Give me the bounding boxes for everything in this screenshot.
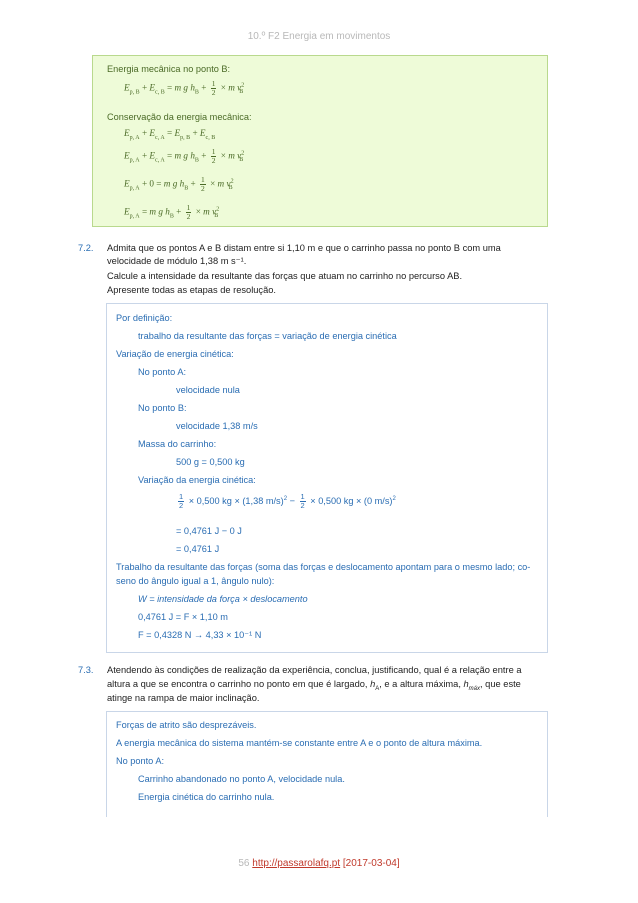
question-7-3-line-1: Atendendo às condições de realização da experiência, conclua, justificando, qual é a relação entre a: [107, 665, 522, 675]
q73-line2-g: , que este: [480, 679, 521, 689]
box2-line: velocidade nula: [176, 385, 240, 395]
box3-line: A energia mecânica do sistema mantém-se constante entre A e o ponto de altura máxima.: [116, 738, 483, 748]
box1-eq-em-b: $E_{p, B} + E_{c, B} = m$ g $h_B$ + $\frac{1}{2}$ × m $v^2_B$: [124, 79, 245, 97]
q73-sub-a: A: [375, 685, 380, 692]
q73-sub-max: máx: [468, 685, 481, 692]
box2-line: trabalho da resultante das forças = variação de energia cinética: [138, 331, 397, 341]
box3-line: Carrinho abandonado no ponto A, velocidade nula.: [138, 774, 345, 784]
page-footer: [0, 858, 638, 869]
q73-line2-a: altura a que se encontra o carrinho no ponto em que é largado,: [107, 679, 371, 689]
box2-line: 0,4761 J = F × 1,10 m: [138, 612, 228, 622]
box2-line: 500 g = 0,500 kg: [176, 457, 245, 467]
box2-eq-ke: $\frac{1}{2}$ × 0,500 kg × (1,38 m/s)$^2$ − $\frac{1}{2}$ × 0,500 kg × (0 m/s)$^2$: [179, 492, 396, 510]
running-header: 10.º F2 Energia em movimentos: [247, 31, 391, 42]
box2-line: Por definição:: [116, 313, 173, 323]
box2-line: velocidade 1,38 m/s: [176, 421, 258, 431]
answer-box-7-2: [106, 303, 548, 653]
question-7-2-line-3: Calcule a intensidade da resultante das forças que atuam no carrinho no percurso AB.: [107, 271, 463, 281]
question-7-3-line-2: [107, 679, 521, 692]
box1-eq-3: $E_{p, A} + 0 = m$ g $h_B$ + $\frac{1}{2}$ × m $v^2_B$: [124, 175, 234, 193]
box2-line: = 0,4761 J: [176, 544, 220, 554]
question-7-2-line-4: Apresente todas as etapas de resolução.: [107, 285, 277, 295]
box2-line: W = intensidade da força × deslocamento: [138, 594, 308, 604]
box1-eq-4: $E_{p, A} = m$ g $h_B$ + $\frac{1}{2}$ × m $v^2_B$: [124, 203, 220, 221]
box3-line: Forças de atrito são desprezáveis.: [116, 720, 257, 730]
box2-line: No ponto A:: [138, 367, 187, 377]
site-link[interactable]: http://passarolafq.pt: [252, 858, 341, 869]
box2-line: Variação de energia cinética:: [116, 349, 234, 359]
answer-box-7-3: [106, 711, 548, 817]
box2-line: No ponto B:: [138, 403, 187, 413]
box1-line-conservation: Conservação da energia mecânica:: [107, 112, 252, 122]
box1-eq-conservation: $E_{p, A} + E_{c, A} = E_{p, B} + E_{c, B}$: [124, 128, 216, 141]
q73-h-a: h: [370, 679, 376, 689]
q73-h-max: h: [463, 679, 469, 689]
box1-eq-2: $E_{p, A} + E_{c, A} = m$ g $h_B$ + $\frac{1}{2}$ × m $v^2_B$: [124, 147, 245, 165]
box2-line: Variação da energia cinética:: [138, 475, 256, 485]
question-number-7-3: 7.3.: [78, 665, 94, 675]
box2-line: Massa do carrinho:: [138, 439, 217, 449]
box2-line: seno do ângulo igual a 1, ângulo nulo):: [116, 576, 275, 586]
question-7-3-line-3: atinge na rampa de maior inclinação.: [107, 693, 260, 703]
question-7-2-line-2: velocidade de módulo 1,38 m s⁻¹.: [107, 256, 247, 266]
box2-line: Trabalho da resultante das forças (soma das forças e deslocamento apontam para o mesmo lado; co-: [116, 562, 531, 572]
box3-line: No ponto A:: [116, 756, 165, 766]
footer-date: [2017-03-04]: [342, 858, 400, 869]
question-number-7-2: 7.2.: [78, 243, 94, 253]
question-7-2-line-1: Admita que os pontos A e B distam entre si 1,10 m e que o carrinho passa no ponto B com uma: [107, 243, 501, 253]
box1-line-energy-b: Energia mecânica no ponto B:: [107, 64, 231, 74]
box3-line: Energia cinética do carrinho nula.: [138, 792, 275, 802]
page-number: 56: [238, 858, 250, 869]
q73-line2-d: , e a altura máxima,: [379, 679, 464, 689]
box2-line: F = 0,4328 N → 4,33 × 10⁻¹ N: [138, 630, 262, 640]
box2-line: = 0,4761 J − 0 J: [176, 526, 242, 536]
answer-box-7-1: [92, 55, 548, 227]
